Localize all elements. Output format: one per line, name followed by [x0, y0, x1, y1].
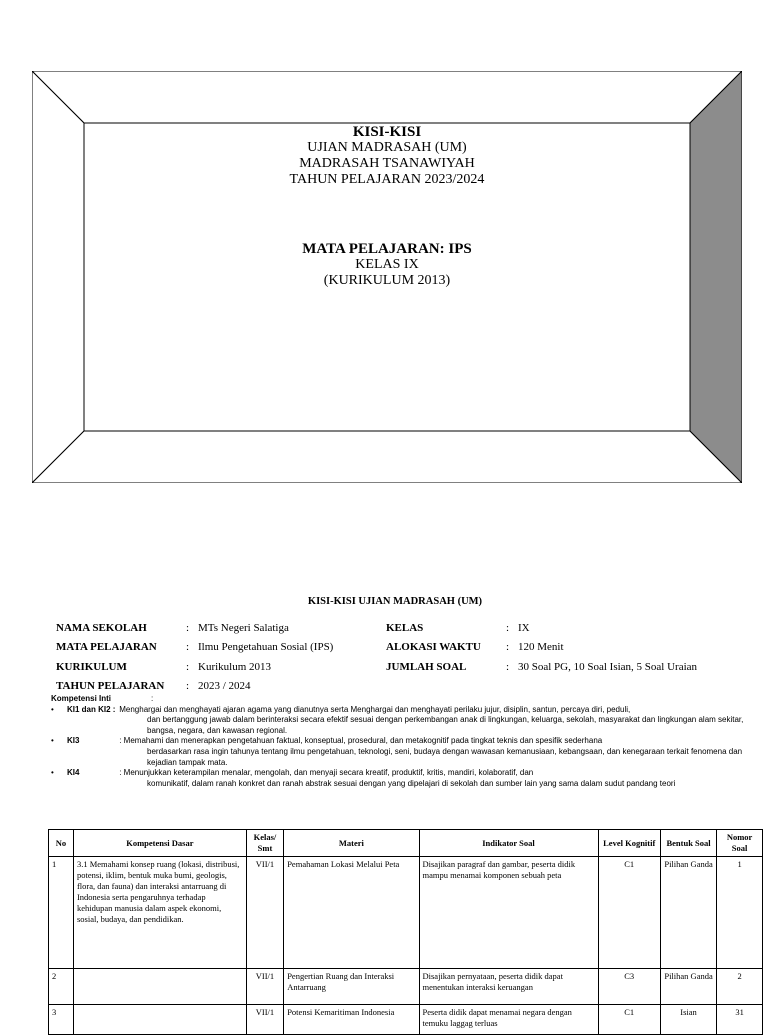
ki-first-line: : Memahami dan menerapkan pengetahuan faktual, konseptual, prosedural, dan metakognitif pada tingkat teknis dan spesifik sederhana: [119, 736, 603, 746]
cover-line-1: UJIAN MADRASAH (UM): [307, 140, 467, 155]
info-label: ALOKASI WAKTU: [386, 641, 481, 654]
table-header-row: [49, 830, 763, 857]
cover-title: KISI-KISI: [352, 124, 422, 140]
cover-subject: MATA PELAJARAN: IPS: [302, 241, 472, 257]
info-value: Ilmu Pengetahuan Sosial (IPS): [198, 641, 334, 654]
info-label: TAHUN PELAJARAN: [56, 680, 165, 693]
info-label: JUMLAH SOAL: [386, 660, 467, 673]
header-bentuk: Bentuk Soal: [660, 830, 716, 857]
info-label: NAMA SEKOLAH: [56, 621, 147, 634]
info-label: KELAS: [386, 621, 424, 634]
cover-line-2: MADRASAH TSANAWIYAH: [299, 156, 475, 171]
header-no: No: [49, 830, 74, 857]
header-nomor: Nomor Soal: [717, 830, 763, 857]
header-indikator: Indikator Soal: [419, 830, 598, 857]
info-value: IX: [518, 621, 530, 634]
kompetensi-inti: [51, 694, 751, 789]
header-level: Level Kognitif: [598, 830, 660, 857]
info-row: ALOKASI WAKTU : 120 Menit: [386, 641, 564, 654]
ki-item: [51, 705, 751, 737]
cover-curriculum: (KURIKULUM 2013): [323, 273, 451, 288]
table-row: 1 3.1 Memahami konsep ruang (lokasi, distribusi, potensi, iklim, bentuk muka bumi, geologis, flora, dan fauna) dan interaksi antarruang di Indonesia serta pengaruhnya terhadap kehidupan manusia dalam aspek ekonomi, sosial, budaya, dan pendidikan. VII/1 Pemahaman Lokasi Melalui Peta Disajikan paragraf dan gambar, peserta didik mampu menamai komponen sebuah peta C1 Pilihan Ganda 1: [49, 857, 763, 969]
table-row: 2 VII/1 Pengertian Ruang dan Interaksi Antarruang Disajikan pernyataan, peserta didik dapat menentukan interaksi keruangan C3 Pilihan Ganda 2: [49, 969, 763, 1005]
ki-first-line: : Menunjukkan keterampilan menalar, mengolah, dan menyaji secara kreatif, produktif, kritis, mandiri, kolaboratif, dan: [119, 768, 534, 778]
document-title: KISI-KISI UJIAN MADRASAH (UM): [307, 596, 483, 607]
ki-key: KI1 dan KI2 :: [67, 704, 116, 714]
bullet-icon: •: [51, 704, 54, 714]
ki-body: berdasarkan rasa ingin tahunya tentang ilmu pengetahuan, teknologi, seni, budaya dengan wawasan kemanusiaan, kebangsaan, dan kenegaraan terkait fenomena dan kejadian tampak mata.: [147, 746, 743, 767]
cover-text: [84, 124, 690, 289]
kisi-table: [48, 829, 763, 1035]
header-materi: Materi: [284, 830, 419, 857]
info-value: 30 Soal PG, 10 Soal Isian, 5 Soal Uraian: [518, 660, 698, 673]
info-label: KURIKULUM: [56, 660, 127, 673]
info-row: MATA PELAJARAN : Ilmu Pengetahuan Sosial (IPS): [56, 641, 334, 654]
info-row: JUMLAH SOAL : 30 Soal PG, 10 Soal Isian, 5 Soal Uraian: [386, 660, 698, 673]
info-right: [386, 618, 697, 677]
cover-line-3: TAHUN PELAJARAN 2023/2024: [289, 172, 485, 187]
bullet-icon: •: [51, 768, 54, 778]
ki-first-line: Menghargai dan menghayati ajaran agama yang dianutnya serta Menghargai dan menghayati perilaku jujur, disiplin, santun, percaya diri, peduli,: [119, 704, 631, 714]
info-label: MATA PELAJARAN: [56, 641, 157, 654]
cover-grade: KELAS IX: [355, 257, 419, 272]
ki-item: [51, 768, 751, 789]
ki-key: KI3: [67, 736, 80, 746]
info-value: Kurikulum 2013: [198, 660, 272, 673]
info-left: [56, 618, 333, 696]
info-row: KELAS : IX: [386, 621, 530, 634]
bullet-icon: •: [51, 736, 54, 746]
ki-item: [51, 736, 751, 768]
ki-key: KI4: [67, 768, 80, 778]
ki-heading: Kompetensi Inti :: [51, 694, 154, 703]
info-row: TAHUN PELAJARAN : 2023 / 2024: [56, 680, 251, 693]
ki-body: dan bertanggung jawab dalam berinteraksi secara efektif sesuai dengan perkembangan anak di lingkungan, keluarga, sekolah, masyarakat dan lingkungan alam sekitar, bangsa, negara, dan kawasan regional.: [147, 715, 744, 735]
info-value: MTs Negeri Salatiga: [198, 621, 289, 634]
ki-body: komunikatif, dalam ranah konkret dan ranah abstrak sesuai dengan yang dipelajari di sekolah dan sumber lain yang sama dalam sudut pandang teori: [147, 778, 676, 788]
table-row: 3 VII/1 Potensi Kemaritiman Indonesia Peserta didik dapat menamai negara dengan temuku laggag terluas C1 Isian 31: [49, 1005, 763, 1035]
info-row: KURIKULUM : Kurikulum 2013: [56, 660, 272, 673]
info-value: 120 Menit: [518, 641, 564, 654]
info-row: NAMA SEKOLAH : MTs Negeri Salatiga: [56, 621, 289, 634]
header-kd: Kompetensi Dasar: [73, 830, 246, 857]
header-kelas: Kelas/ Smt: [246, 830, 283, 857]
info-value: 2023 / 2024: [198, 680, 251, 693]
